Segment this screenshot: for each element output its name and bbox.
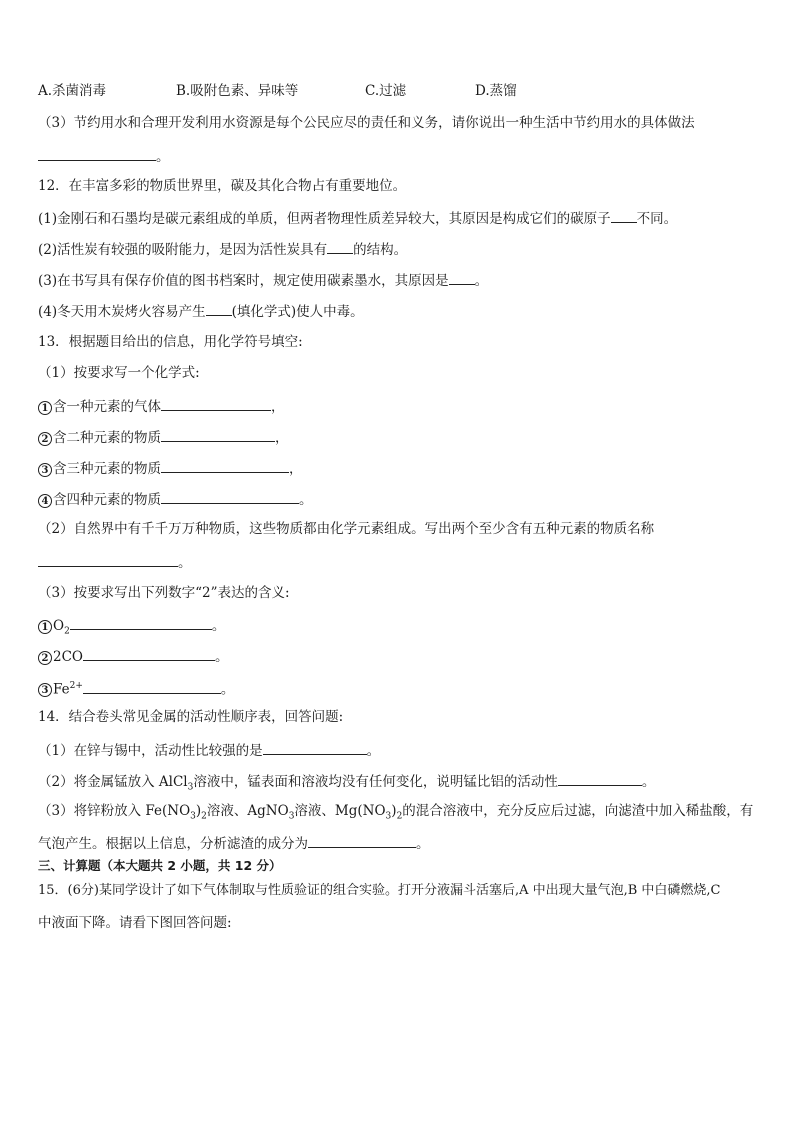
- q14-title: 14．结合卷头常见金属的活动性顺序表，回答问题:: [38, 709, 344, 725]
- q13-item3: 3 含三种元素的物质 ，: [38, 458, 303, 478]
- circled-number-1: 1: [38, 401, 52, 415]
- q13-fe: 3 $Fe^{2+}$ 。: [38, 677, 234, 699]
- q13-sub3: （3）按要求写出下列数字“2”表达的含义:: [38, 585, 290, 601]
- q15-line2: 中液面下降。请看下图回答问题:: [38, 915, 232, 931]
- q14-part1: （1）在锌与锡中，活动性比较强的是 。: [38, 740, 380, 760]
- answer-blank[interactable]: [161, 458, 289, 473]
- q13-sub2: （2）自然界中有千千万万种物质，这些物质都由化学元素组成。写出两个至少含有五种元素的物质名称: [38, 521, 655, 537]
- q13-title: 13．根据题目给出的信息，用化学符号填空:: [38, 334, 303, 350]
- answer-blank[interactable]: [308, 833, 416, 848]
- q12-part2: (2)活性炭有较强的吸附能力，是因为活性炭具有 的结构。: [38, 239, 407, 259]
- circled-number-4: 4: [38, 494, 52, 508]
- answer-blank[interactable]: [83, 646, 215, 661]
- circled-number-1: 1: [38, 620, 52, 634]
- answer-blank[interactable]: [70, 615, 212, 630]
- q12-title: 12．在丰富多彩的物质世界里，碳及其化合物占有重要地位。: [38, 178, 407, 194]
- answer-blank[interactable]: [558, 771, 642, 786]
- answer-blank[interactable]: [611, 208, 637, 223]
- q13-item1: 1 含一种元素的气体 ，: [38, 396, 285, 416]
- section-heading: 三、计算题（本大题共 2 小题，共 12 分）: [38, 858, 282, 873]
- answer-blank[interactable]: [449, 270, 475, 285]
- q14-part3-cont: 气泡产生。根据以上信息，分析滤渣的成分为 。: [38, 833, 430, 853]
- answer-blank[interactable]: [161, 427, 275, 442]
- q14-part2: （2）将金属锰放入 AlCl$_3$溶液中，锰表面和溶液均没有任何变化，说明锰比铝的活动性 。: [38, 771, 655, 797]
- q13-2co: 2 2CO 。: [38, 646, 229, 666]
- q11-part3-text: （3）节约用水和合理开发利用水资源是每个公民应尽的责任和义务，请你说出一种生活中节约用水的具体做法: [38, 115, 695, 131]
- option-d: D.蒸馏: [475, 83, 517, 99]
- option-c: C.过滤: [365, 83, 407, 99]
- q13-sub1: （1）按要求写一个化学式:: [38, 365, 200, 381]
- circled-number-2: 2: [38, 432, 52, 446]
- answer-blank[interactable]: [38, 552, 178, 567]
- q15-line1: 15．(6分)某同学设计了如下气体制取与性质验证的组合实验。打开分液漏斗活塞后,A 中出现大量气泡,B 中白磷燃烧,C: [38, 883, 721, 898]
- option-a: A.杀菌消毒: [38, 83, 107, 99]
- q13-item4: 4 含四种元素的物质 。: [38, 489, 313, 509]
- circled-number-3: 3: [38, 683, 52, 697]
- circled-number-3: 3: [38, 463, 52, 477]
- q11-part3-answer: 。: [38, 146, 170, 166]
- q12-part1: (1)金刚石和石墨均是碳元素组成的单质，但两者物理性质差异较大，其原因是构成它们的碳原子 不同。: [38, 208, 677, 228]
- circled-number-2: 2: [38, 651, 52, 665]
- q13-o2: 1 $O_2$ 。: [38, 615, 225, 641]
- answer-blank[interactable]: [327, 239, 353, 254]
- answer-blank[interactable]: [263, 740, 367, 755]
- q12-part3: (3)在书写具有保存价值的图书档案时，规定使用碳素墨水，其原因是 。: [38, 270, 488, 290]
- answer-blank[interactable]: [38, 146, 156, 161]
- answer-blank[interactable]: [161, 396, 271, 411]
- answer-blank[interactable]: [161, 489, 299, 504]
- q14-part3: （3）将锌粉放入 $Fe(NO_3)_2$溶液、AgNO$_3$溶液、$Mg(NO_3)_2$的混合溶液中，充分反应后过滤，向滤渣中加入稀盐酸，有: [38, 803, 754, 822]
- q12-part4: (4)冬天用木炭烤火容易产生 (填化学式)使人中毒。: [38, 301, 364, 321]
- answer-blank[interactable]: [83, 679, 221, 694]
- option-b: B.吸附色素、异味等: [176, 83, 299, 99]
- answer-blank[interactable]: [206, 301, 232, 316]
- q13-item2: 2 含二种元素的物质 ，: [38, 427, 289, 447]
- q13-sub2-answer: 。: [38, 552, 192, 572]
